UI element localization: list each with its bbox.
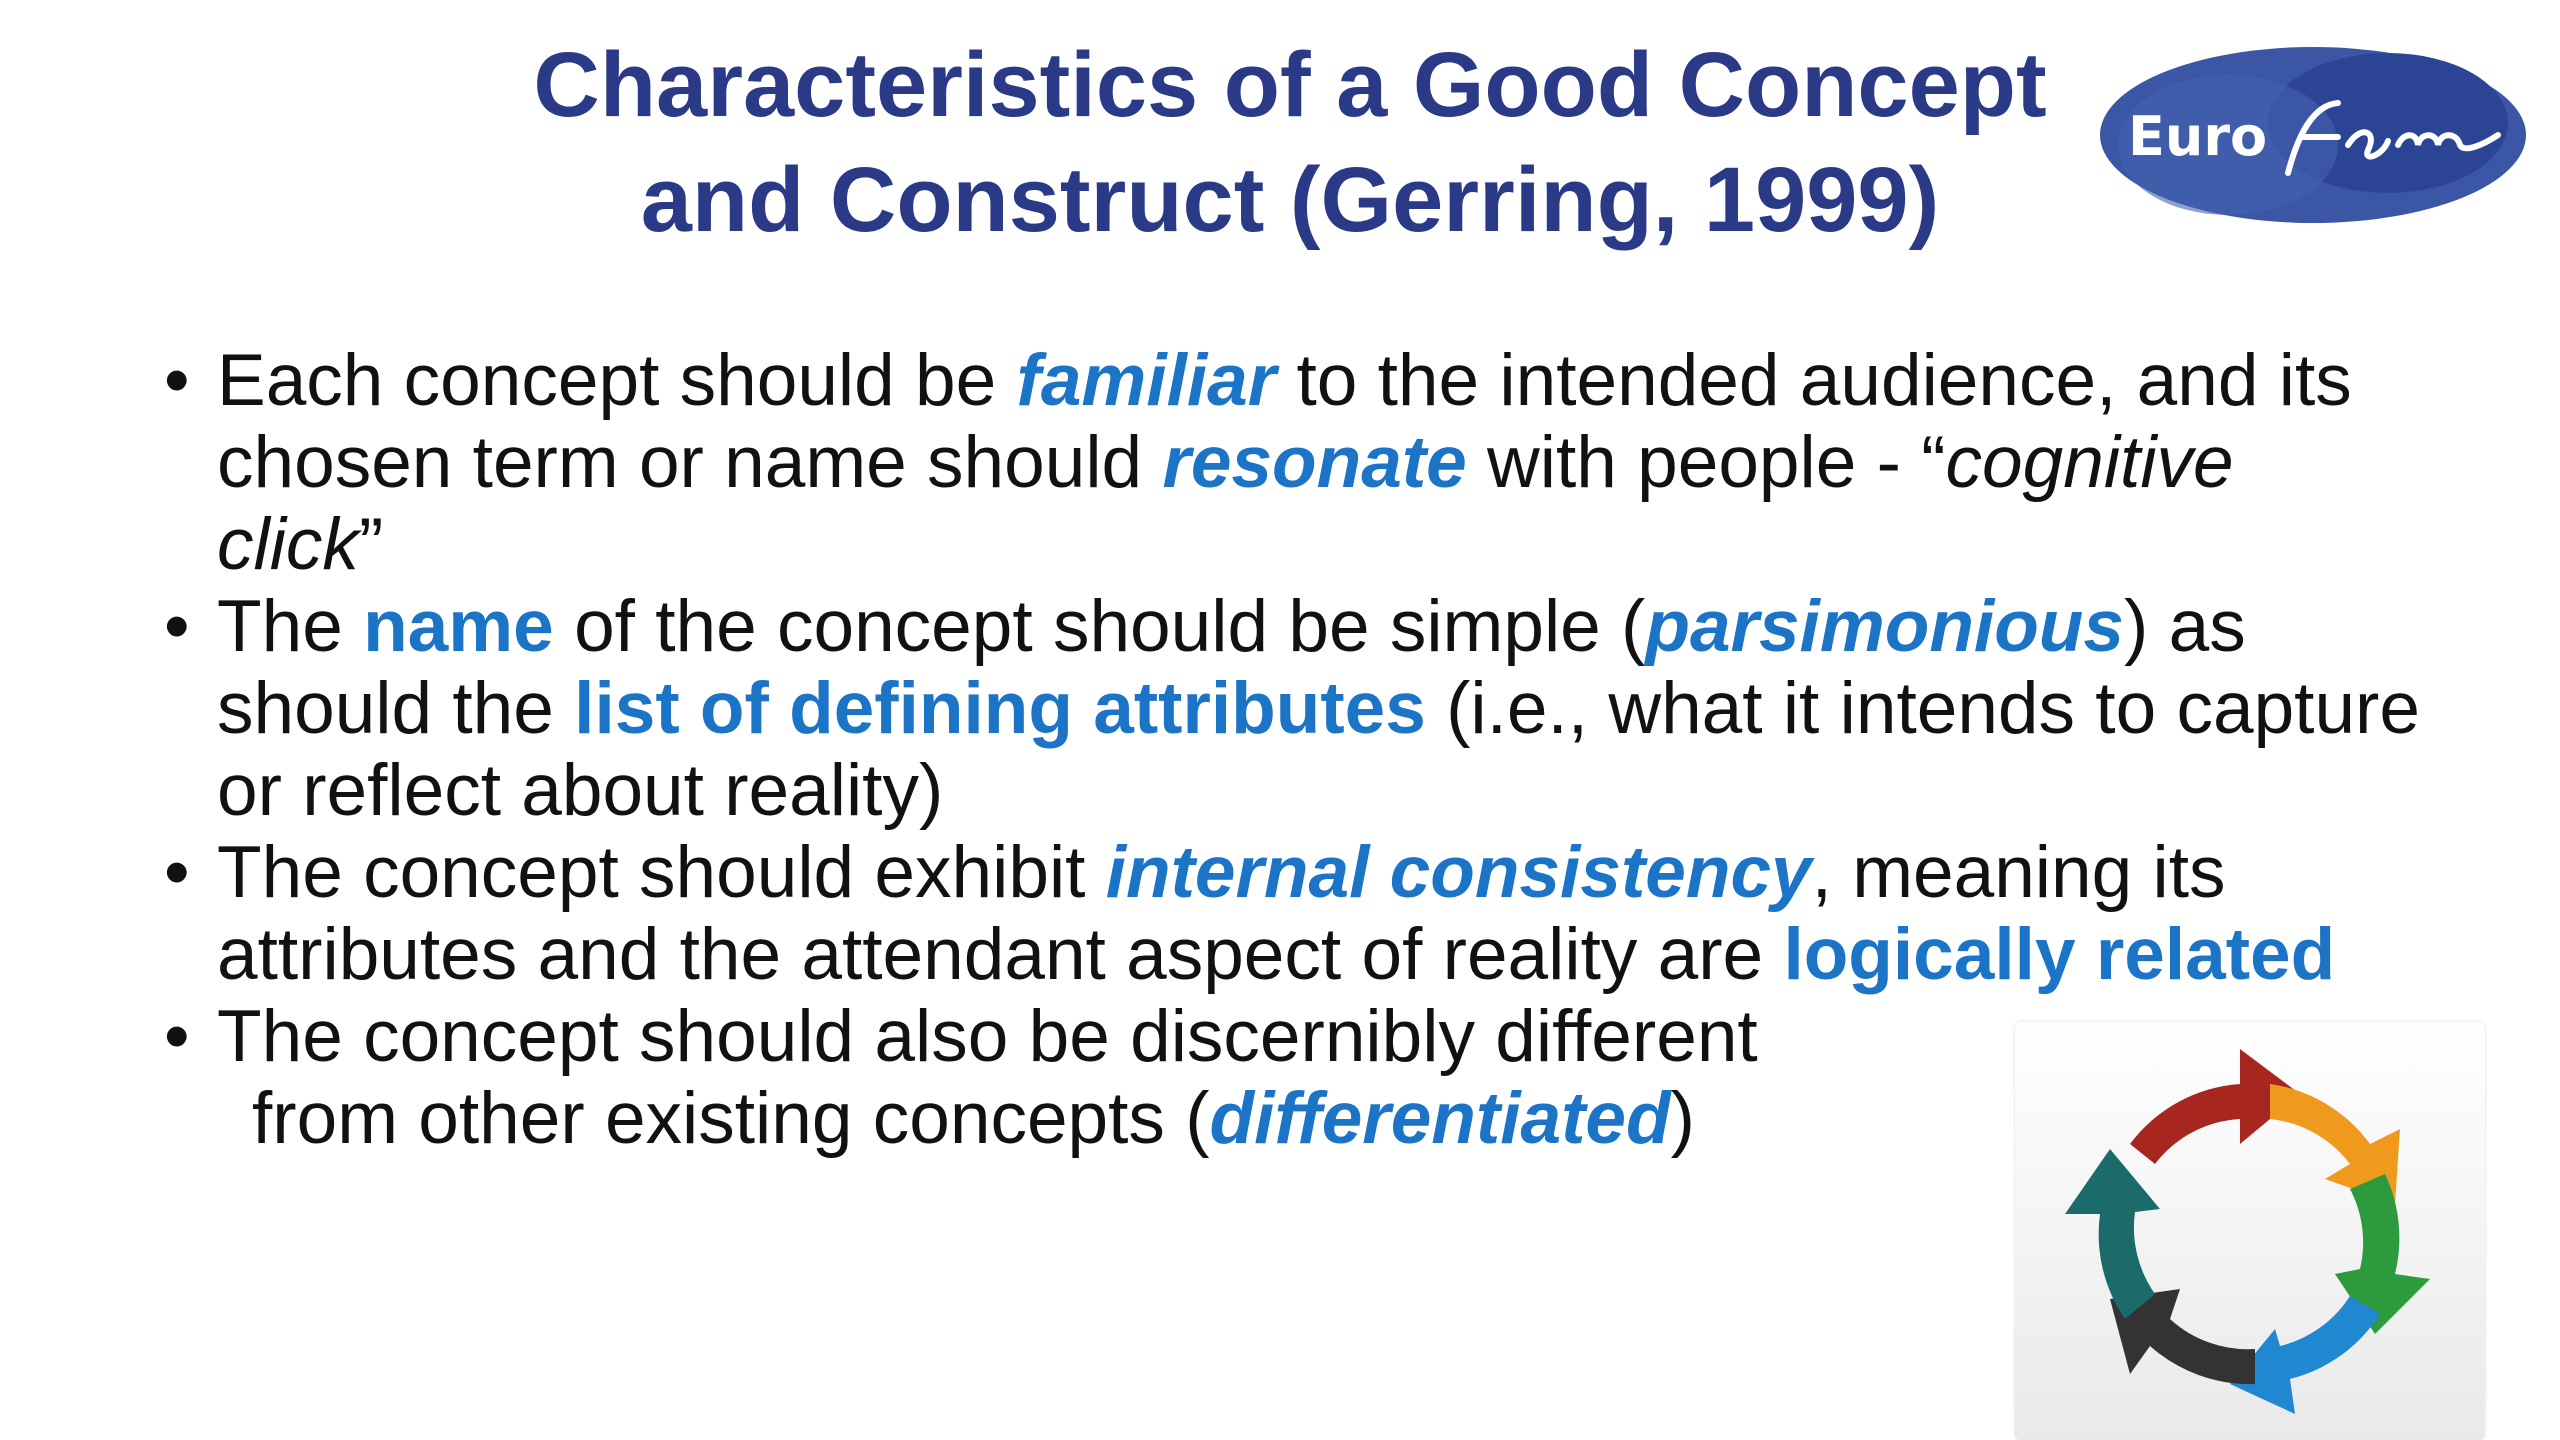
bullet-item: • The concept should exhibit internal consistency, meaning its attributes and the attendant aspect of reality are logically related [160, 832, 2420, 996]
highlight-logically-related: logically related [1783, 914, 2336, 995]
highlight-parsimonious: parsimonious [1645, 586, 2124, 667]
highlight-name: name [363, 586, 554, 667]
bullet-item: • Each concept should be familiar to the intended audience, and its chosen term or name should resonate with people - “cognitive click” [160, 340, 2420, 586]
highlight-resonate: resonate [1162, 422, 1467, 503]
highlight-familiar: familiar [1016, 340, 1277, 421]
highlight-differentiated: differentiated [1209, 1078, 1671, 1159]
title-line-2: and Construct (Gerring, 1999) [640, 149, 1940, 251]
eurofam-logo [2098, 45, 2528, 225]
arrow-teal-icon [2065, 1149, 2160, 1319]
cognitive-click-text: cognitive click [217, 422, 2234, 585]
bullet-item: • The name of the concept should be simple (parsimonious) as should the list of defining attributes (i.e., what it intends to capture or reflect about reality) [160, 586, 2420, 832]
slide-title [330, 28, 2250, 258]
logo-text: Euro [2128, 105, 2268, 168]
highlight-defining-attributes: list of defining attributes [574, 668, 1426, 749]
bullet-item: • The concept should also be discernibly different from other existing concepts (differentiated) [160, 996, 2420, 1160]
title-line-1: Characteristics of a Good Concept [533, 34, 2047, 136]
highlight-internal-consistency: internal consistency [1105, 832, 1812, 913]
circular-arrows-icon [2015, 1022, 2485, 1440]
